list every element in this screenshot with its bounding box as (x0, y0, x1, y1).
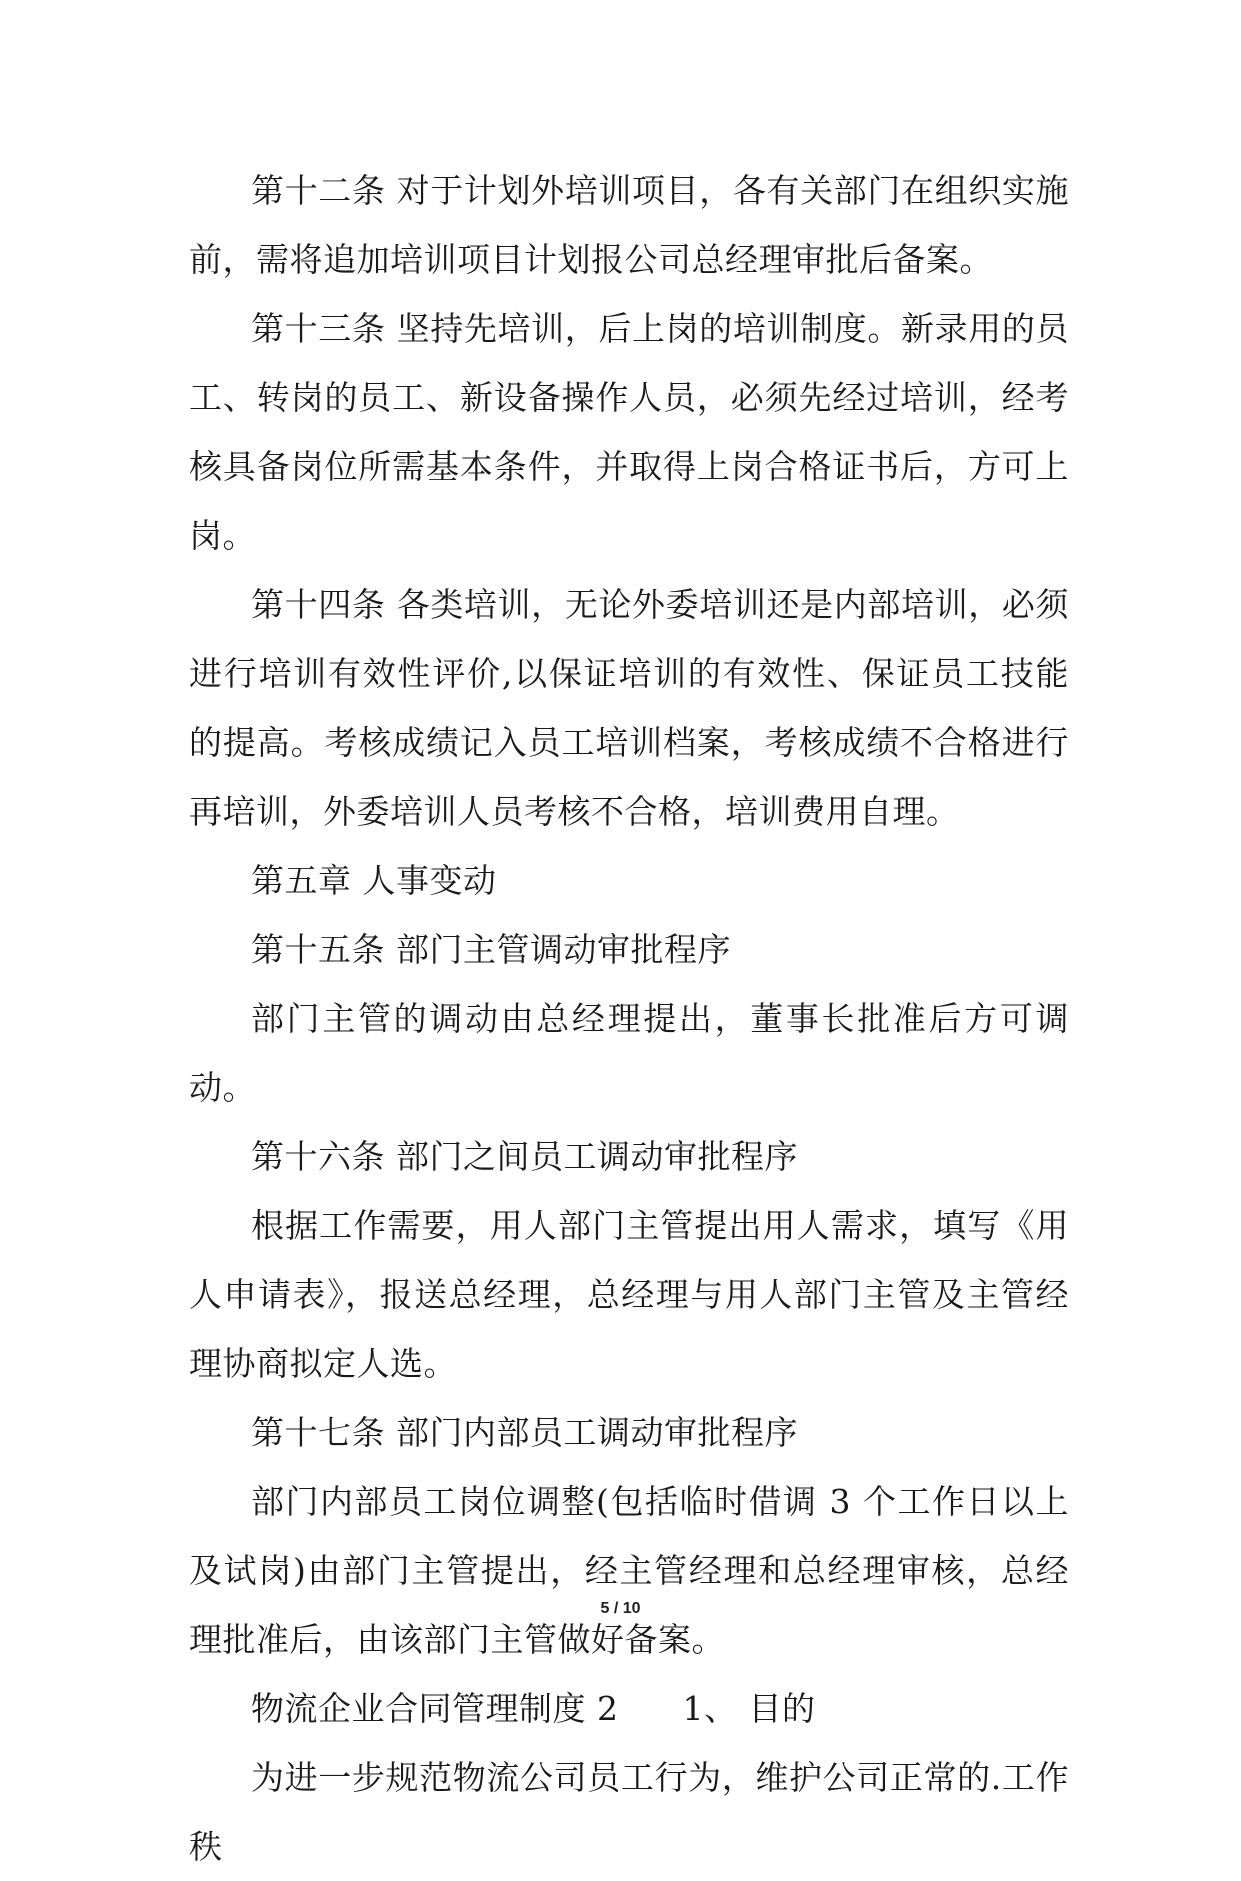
section-title: 物流企业合同管理制度 2 (251, 1689, 619, 1728)
article-15-body: 部门主管的调动由总经理提出，董事长批准后方可调动。 (189, 999, 1069, 1107)
article-16-body: 根据工作需要，用人部门主管提出用人需求，填写《用人申请表》，报送总经理，总经理与用人部门主管及主管经理协商拟定人选。 (189, 1206, 1069, 1383)
article-12: 第十二条 对于计划外培训项目，各有关部门在组织实施前，需将追加培训项目计划报公司总经理审批后备案。 (189, 171, 1069, 279)
document-body (189, 156, 1069, 1881)
section-heading (189, 1674, 1069, 1743)
article-14: 第十四条 各类培训，无论外委培训还是内部培训，必须进行培训有效性评价,以保证培训的有效性、保证员工技能的提高。考核成绩记入员工培训档案，考核成绩不合格进行再培训，外委培训人员考核不合格，培训费用自理。 (189, 585, 1069, 831)
article-13: 第十三条 坚持先培训，后上岗的培训制度。新录用的员工、转岗的员工、新设备操作人员，必须先经过培训，经考核具备岗位所需基本条件，并取得上岗合格证书后，方可上岗。 (189, 309, 1069, 555)
purpose-paragraph: 为进一步规范物流公司员工行为，维护公司正常的.工作秩 (189, 1758, 1069, 1866)
article-15: 第十五条 部门主管调动审批程序 (251, 930, 731, 969)
article-17: 第十七条 部门内部员工调动审批程序 (251, 1413, 798, 1452)
article-16: 第十六条 部门之间员工调动审批程序 (251, 1137, 798, 1176)
section-number: 1、 (682, 1689, 738, 1728)
section-label: 目的 (748, 1689, 816, 1728)
page-number: 5 / 10 (600, 1600, 641, 1617)
article-17-body: 部门内部员工岗位调整(包括临时借调 3 个工作日以上及试岗)由部门主管提出，经主管经理和总经理审核，总经理批准后，由该部门主管做好备案。 (189, 1482, 1069, 1659)
chapter-5-heading: 第五章 人事变动 (251, 861, 497, 900)
